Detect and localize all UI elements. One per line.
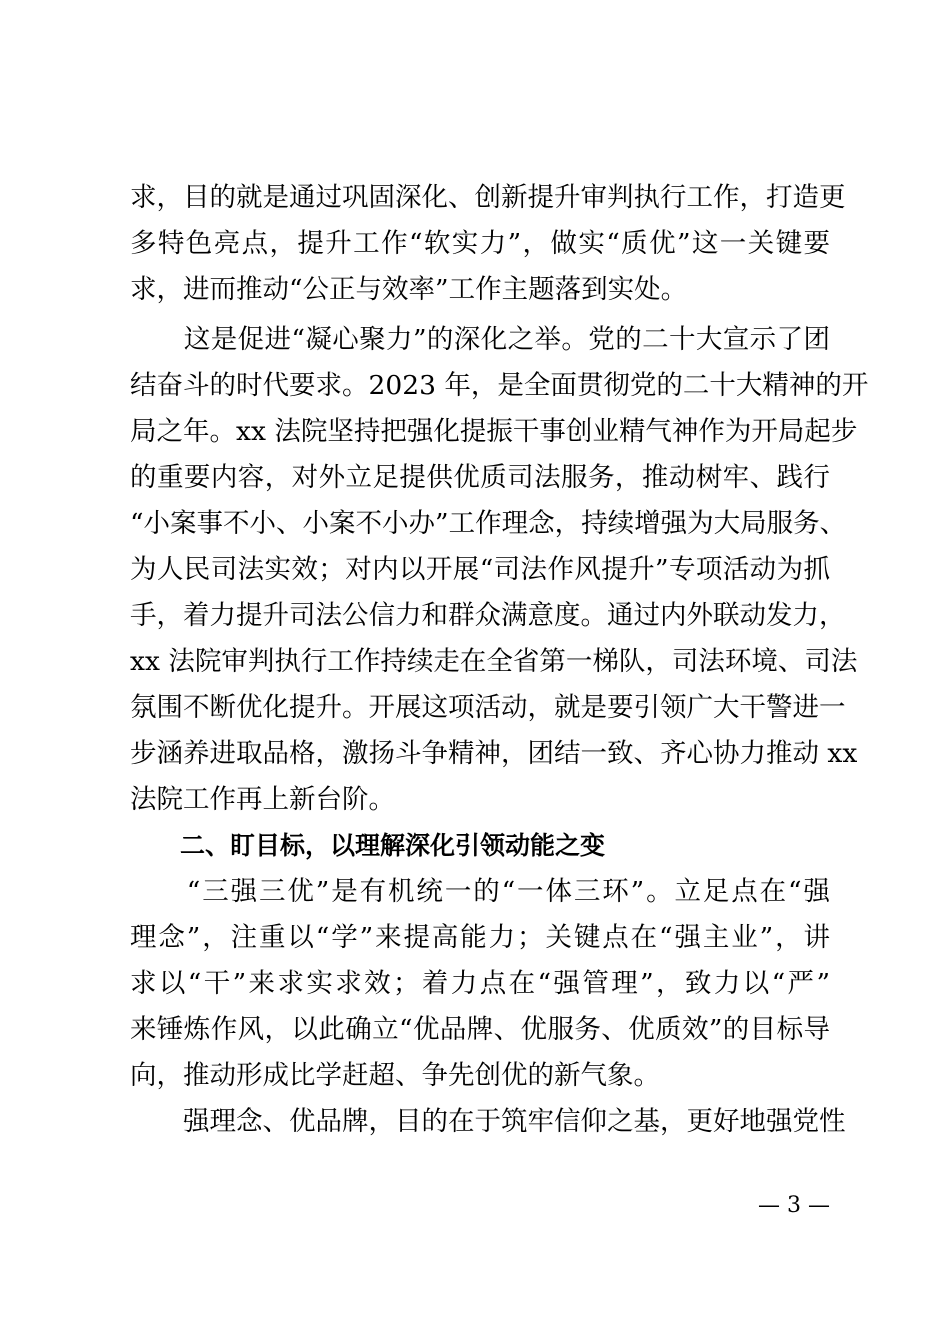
- body-text-line: 多特色亮点，提升工作“软实力”，做实“质优”这一关键要: [130, 228, 830, 259]
- body-text-line: xx 法院审判执行工作持续走在全省第一梯队，司法环境、司法: [130, 646, 858, 677]
- body-text-line: 这是促进“凝心聚力”的深化之举。党的二十大宣示了团: [130, 324, 830, 355]
- page-number: — 3 —: [758, 1193, 830, 1218]
- body-text-line: 结奋斗的时代要求。2023 年，是全面贯彻党的二十大精神的开: [130, 370, 869, 401]
- body-text-line: 来锤炼作风，以此确立“优品牌、优服务、优质效”的目标导: [130, 1014, 830, 1045]
- body-text-line: 求，目的就是通过巩固深化、创新提升审判执行工作，打造更: [130, 182, 846, 213]
- body-text-line: 求，进而推动“公正与效率”工作主题落到实处。: [130, 274, 688, 305]
- body-text-line: 法院工作再上新台阶。: [130, 784, 395, 815]
- body-text-line: “三强三优”是有机统一的“一体三环”。立足点在“强: [130, 876, 830, 907]
- body-text-line: 氛围不断优化提升。开展这项活动，就是要引领广大干警进一: [130, 692, 846, 723]
- body-text-line: 理念”，注重以“学”来提高能力；关键点在“强主业”，讲: [130, 922, 830, 953]
- body-text-line: 步涵养进取品格，激扬斗争精神，团结一致、齐心协力推动 xx: [130, 738, 858, 769]
- section-heading: 二、盯目标，以理解深化引领动能之变: [130, 831, 606, 860]
- body-text-line: 的重要内容，对外立足提供优质司法服务，推动树牢、践行: [130, 462, 830, 493]
- body-text-line: 向，推动形成比学赶超、争先创优的新气象。: [130, 1060, 660, 1091]
- body-text-line: 为人民司法实效；对内以开展“司法作风提升”专项活动为抓: [130, 554, 830, 585]
- body-text-line: 求以“干”来求实求效；着力点在“强管理”，致力以“严”: [130, 968, 830, 999]
- body-text-line: 手，着力提升司法公信力和群众满意度。通过内外联动发力，: [130, 600, 846, 631]
- body-text-line: 局之年。xx 法院坚持把强化提振干事创业精气神作为开局起步: [130, 416, 858, 447]
- body-text-line: 强理念、优品牌，目的在于筑牢信仰之基，更好地强党性: [130, 1106, 846, 1137]
- body-text-line: “小案事不小、小案不小办”工作理念，持续增强为大局服务、: [130, 508, 847, 539]
